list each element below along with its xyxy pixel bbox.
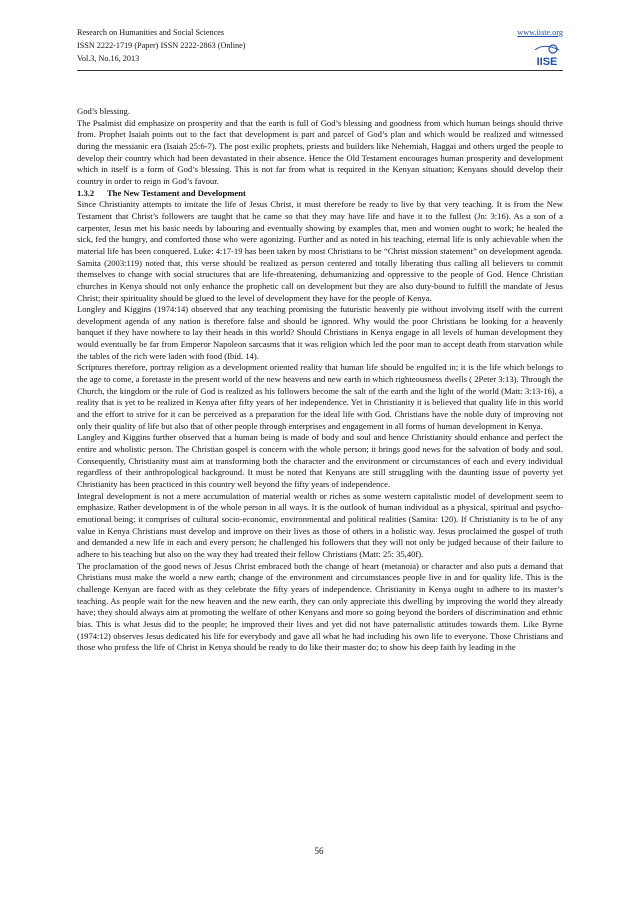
volume-line: Vol.3, No.16, 2013 <box>77 54 140 63</box>
iiste-logo-icon <box>531 41 563 67</box>
journal-url-link[interactable]: www.iiste.org <box>517 28 563 37</box>
paragraph-old-testament: The Psalmist did emphasize on prosperity and that the earth is full of God’s blessing and goodness from which human beings should thrive from. Prophet Isaiah points out to the fact that development is part and parcel of God’s plan and which would be realized and witnessed during the messianic era (Isaiah 25:6-7). The post exilic prophets, priests and builders like Nehemiah, Haggai and others urged the people to develop their country which had been devastated in their absence. Hence the Old Testament encourages human prosperity and development which in itself is a form of God’s blessing. This is not far from what is required in the Kenyan situation; Kenyans should develop their country in order to reign in God’s favour. <box>77 117 563 186</box>
page-header <box>77 24 563 96</box>
section-heading <box>77 188 563 200</box>
header-divider <box>77 70 563 71</box>
issn-line: ISSN 2222-1719 (Paper) ISSN 2222-2863 (Online) <box>77 41 246 50</box>
paragraph-integral-development: Integral development is not a mere accumulation of material wealth or riches as some western capitalistic model of development seem to emphasize. Rather development is of the whole person in all ways. It is the outlook of human individual as a physical, spiritual and psycho-emotional being; it comprises of cultural socio-economic, environmental and political realities (Samita: 120). If Christianity is to be of any value in Kenya Christians must develop and improve on their lives as those of others in a holistic way. Jesus proclaimed the gospel of truth and demanded a new life in each and every person; he challenged his followers that they will not only be judged because of their failure to adhere to his teaching but also on the way they had treated their fellow Christians (Matt: 25: 35,40f). <box>77 490 563 559</box>
logo-text: IISE <box>536 56 558 67</box>
page-number: 56 <box>314 846 324 856</box>
paragraph-blessing: God’s blessing. <box>77 106 130 116</box>
journal-title: Research on Humanities and Social Sciences <box>77 28 225 37</box>
paragraph-body-and-soul: Langley and Kiggins further observed that a human being is made of body and soul and hence Christianity should enhance and perfect the entire and wholistic person. The Christian gospel is concern with the whole person; it brings good news for the salvation of body and soul. Consequently, Christianity must aim at transforming both the character and the environment or circumstances of each and every individual regardless of their anthropological background. It must be noted that Kenyans are still struggling with the daunting issue of poverty yet Christianity has been practiced in this country well beyond the fifty years of independence. <box>77 432 563 489</box>
section-title: The New Testament and Development <box>106 187 246 198</box>
section-number: 1.3.2 <box>77 187 95 198</box>
paragraph-longley-kiggins: Longley and Kiggins (1974:14) observed that any teaching promising the futuristic heavenly pie without involving itself with the current development agenda of any nation is therefore false and should be ignored. Why would the poor Christians be looking for a heavenly banquet if they have nowhere to lay their heads in this world? Should Christians in Kenya engage in all levels of human development they would eventually be far from Emperor Napoleon sarcasms that it was religion which led the poor man to accept death from starvation while the tables of the rich were laden with food (Ibid. 14). <box>77 304 563 361</box>
paragraph-imitate-christ: Since Christianity attempts to imitate the life of Jesus Christ, it must therefore be ready to live by that very teaching. It is from the New Testament that Christ’s followers are taught that he came so that they may have life and have it to the fullest (Jn: 3:16). As a son of a carpenter, Jesus met his basic needs by labouring and eventually showing by examples that, men and women ought to work; he healed the sick, fed the hungry, and comforted those who were agonizing. Further and as noted in his teaching, eternal life is only achievable when the material life has been conquered. Luke: 4:17-19 has been taken by most Christians to be “Christ mission statement” on development agenda. Samita (2003:119) noted that, this verse should be realized as person centered and totally liberating thus calling all believers to commit themselves to change with social structures that are life-threatening, dehumanizing and oppressive to the people of God. Hence Christian churches in Kenya should not only enhance the prophetic call on development but they are also duty-bound to fulfill the mandate of Jesus Christ; their spirituality should be glued to the level of development they have for the people of Kenya. <box>77 199 563 303</box>
paragraph-scriptures: Scriptures therefore, portray religion as a development oriented reality that human life should be engulfed in; it is the life which belongs to the age to come, a foretaste in the present world of the new heavens and new earth in which righteousness dwells ( 2Peter 3:13). Through the Church, the kingdom or the rule of God is realized as his followers become the salt of the earth and the light of the world (Matt: 3:13-16), a reality that is yet to be realized in Kenya after fifty years of her independence. Yet in Christianity it is believed that quality life in this world and the effort to strive for it can be perceived as a preparation for the ideal life with God. Christians have the noble duty of improving not only their quality of life but also that of other people through enterprises and engagement in all forms of human development in Kenya. <box>77 362 563 431</box>
article-body <box>77 106 563 654</box>
paragraph-proclamation: The proclamation of the good news of Jesus Christ embraced both the change of heart (metanoia) or character and also puts a demand that Christians must make the world a new earth; change of the environment and circumstances people live in and for quality life. This is the challenge Kenyan are faced with as they celebrate the fifty years of independence. Christianity in Kenya ought to adhere to its master’s teaching. As people wait for the new heaven and the new earth, they can only appreciate this dwelling by improving the world they already have; they should always aim at promoting the welfare of other Kenyans and more so going beyond the borders of discrimination and ethnic bias. This is what Jesus did to the people; he improved their lives and yet did not have paternalistic attitudes towards them. Like Byrne (1974:12) observes Jesus dedicated his life for everybody and gave all what he had including his own life to everyone. Those Christians and those who profess the life of Christ in Kenya should be ready to do like their master do; to show his deep faith by leading in the <box>77 560 563 653</box>
